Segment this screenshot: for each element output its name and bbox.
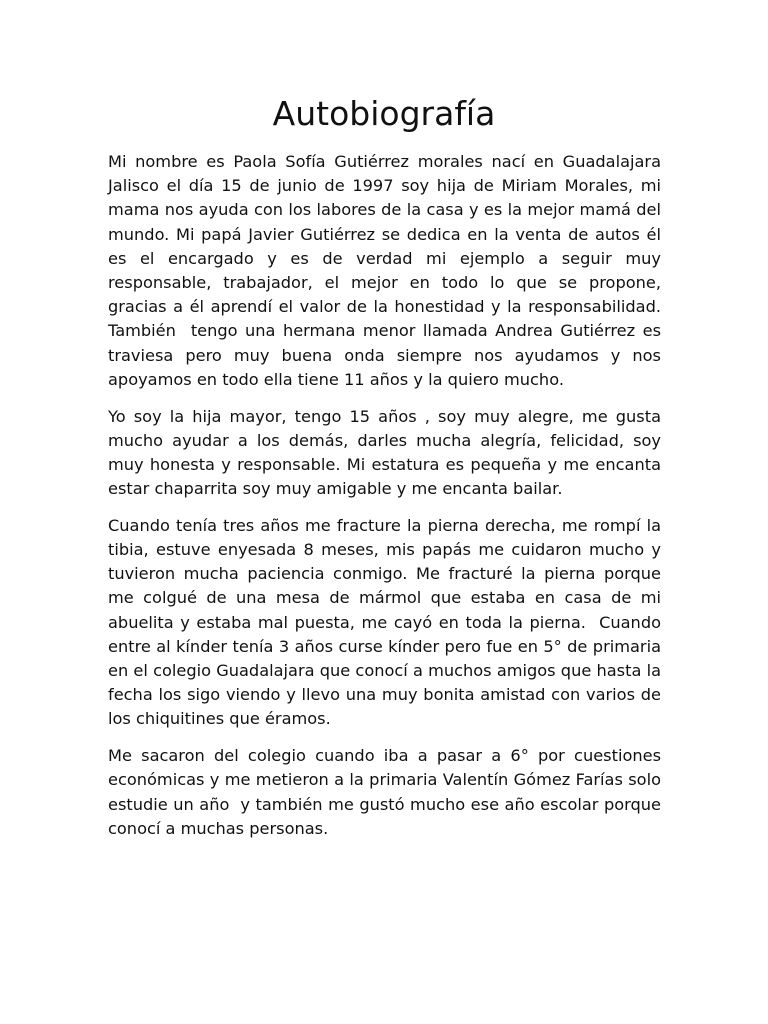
document-body (108, 150, 667, 853)
paragraph-family: Mi nombre es Paola Sofía Gutiérrez morales nací en Guadalajara Jalisco el día 15 de junio de 1997 soy hija de Miriam Morales, mi mama nos ayuda con los labores de la casa y es la mejor mamá del mundo. Mi papá Javier Gutiérrez se dedica en la venta de autos él es el encargado y es de verdad mi ejemplo a seguir muy responsable, trabajador, el mejor en todo lo que se propone, gracias a él aprendí el valor de la honestidad y la responsabilidad. También tengo una hermana menor llamada Andrea Gutiérrez es traviesa pero muy buena onda siempre nos ayudamos y nos apoyamos en todo ella tiene 11 años y la quiero mucho. (108, 152, 667, 389)
paragraph-childhood: Cuando tenía tres años me fracture la pierna derecha, me rompí la tibia, estuve enyesada 8 meses, mis papás me cuidaron mucho y tuvieron mucha paciencia conmigo. Me fracturé la pierna porque me colgué de una mesa de mármol que estaba en casa de mi abuelita y estaba mal puesta, me cayó en toda la pierna. Cuando entre al kínder tenía 3 años curse kínder pero fue en 5° de primaria en el colegio Guadalajara que conocí a muchos amigos que hasta la fecha los sigo viendo y llevo una muy bonita amistad con varios de los chiquitines que éramos. (108, 515, 667, 729)
paragraph-personality: Yo soy la hija mayor, tengo 15 años , soy muy alegre, me gusta mucho ayudar a los demás, darles mucha alegría, felicidad, soy muy honesta y responsable. Mi estatura es pequeña y me encanta estar chaparrita soy muy amigable y me encanta bailar. (108, 406, 667, 499)
document-title: Autobiografía (272, 94, 496, 133)
paragraph-school: Me sacaron del colegio cuando iba a pasar a 6° por cuestiones económicas y me metieron a la primaria Valentín Gómez Farías solo estudie un año y también me gustó mucho ese año escolar porque conocí a muchas personas. (108, 746, 667, 838)
